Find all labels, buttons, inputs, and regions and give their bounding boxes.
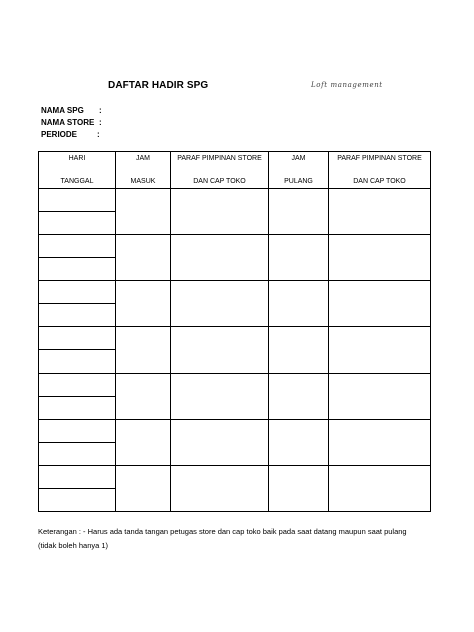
cell-date[interactable] <box>39 304 116 327</box>
field-label: PERIODE <box>41 130 78 139</box>
col-header-hari-tanggal: HARI TANGGAL <box>39 152 116 189</box>
cell-date[interactable] <box>39 373 116 396</box>
cell-jam-masuk[interactable] <box>116 235 171 281</box>
cell-jam-pulang[interactable] <box>269 327 329 373</box>
table-row <box>39 465 431 488</box>
cell-jam-masuk[interactable] <box>116 281 171 327</box>
cell-paraf-pulang[interactable] <box>329 281 431 327</box>
cell-jam-pulang[interactable] <box>269 465 329 511</box>
col-header-jam-pulang: JAM PULANG <box>269 152 329 189</box>
cell-date[interactable] <box>39 281 116 304</box>
cell-paraf-masuk[interactable] <box>171 419 269 465</box>
cell-date[interactable] <box>39 465 116 488</box>
field-colon: : <box>99 106 102 115</box>
attendance-table <box>38 151 431 512</box>
cell-jam-masuk[interactable] <box>116 189 171 235</box>
cell-date[interactable] <box>39 350 116 373</box>
cell-jam-pulang[interactable] <box>269 419 329 465</box>
field-nama-spg <box>41 106 102 115</box>
col-header-paraf-pulang: PARAF PIMPINAN STORE DAN CAP TOKO <box>329 152 431 189</box>
field-colon: : <box>97 130 100 139</box>
company-logo: Loft management <box>311 81 383 89</box>
note-label: Keterangan : <box>38 527 81 536</box>
field-periode <box>41 130 100 139</box>
field-label: NAMA SPG <box>41 106 84 115</box>
table-body <box>39 189 431 512</box>
note <box>38 525 407 553</box>
cell-jam-pulang[interactable] <box>269 281 329 327</box>
cell-jam-pulang[interactable] <box>269 373 329 419</box>
page-title: DAFTAR HADIR SPG <box>108 80 209 91</box>
cell-paraf-masuk[interactable] <box>171 189 269 235</box>
cell-jam-masuk[interactable] <box>116 327 171 373</box>
note-text-continued: (tidak boleh hanya 1) <box>38 541 109 550</box>
cell-paraf-pulang[interactable] <box>329 465 431 511</box>
cell-date[interactable] <box>39 442 116 465</box>
field-nama-store <box>41 118 102 127</box>
cell-date[interactable] <box>39 189 116 212</box>
cell-paraf-pulang[interactable] <box>329 235 431 281</box>
cell-date[interactable] <box>39 235 116 258</box>
table-row <box>39 189 431 212</box>
field-colon: : <box>99 118 102 127</box>
cell-jam-masuk[interactable] <box>116 465 171 511</box>
cell-date[interactable] <box>39 258 116 281</box>
cell-paraf-pulang[interactable] <box>329 189 431 235</box>
cell-paraf-pulang[interactable] <box>329 373 431 419</box>
cell-paraf-masuk[interactable] <box>171 235 269 281</box>
cell-jam-masuk[interactable] <box>116 373 171 419</box>
table-row <box>39 281 431 304</box>
table-header-row <box>39 152 431 189</box>
cell-date[interactable] <box>39 212 116 235</box>
cell-date[interactable] <box>39 488 116 511</box>
cell-jam-masuk[interactable] <box>116 419 171 465</box>
cell-paraf-pulang[interactable] <box>329 327 431 373</box>
cell-jam-pulang[interactable] <box>269 189 329 235</box>
table-row <box>39 419 431 442</box>
table-row <box>39 327 431 350</box>
cell-paraf-masuk[interactable] <box>171 373 269 419</box>
cell-jam-pulang[interactable] <box>269 235 329 281</box>
cell-paraf-masuk[interactable] <box>171 281 269 327</box>
table-row <box>39 235 431 258</box>
cell-paraf-masuk[interactable] <box>171 327 269 373</box>
cell-paraf-pulang[interactable] <box>329 419 431 465</box>
table-row <box>39 373 431 396</box>
cell-date[interactable] <box>39 396 116 419</box>
col-header-paraf-masuk: PARAF PIMPINAN STORE DAN CAP TOKO <box>171 152 269 189</box>
note-text: - Harus ada tanda tangan petugas store dan cap toko baik pada saat datang maupun saat pulang <box>80 527 407 536</box>
cell-paraf-masuk[interactable] <box>171 465 269 511</box>
cell-date[interactable] <box>39 419 116 442</box>
col-header-jam-masuk: JAM MASUK <box>116 152 171 189</box>
field-label: NAMA STORE <box>41 118 95 127</box>
cell-date[interactable] <box>39 327 116 350</box>
